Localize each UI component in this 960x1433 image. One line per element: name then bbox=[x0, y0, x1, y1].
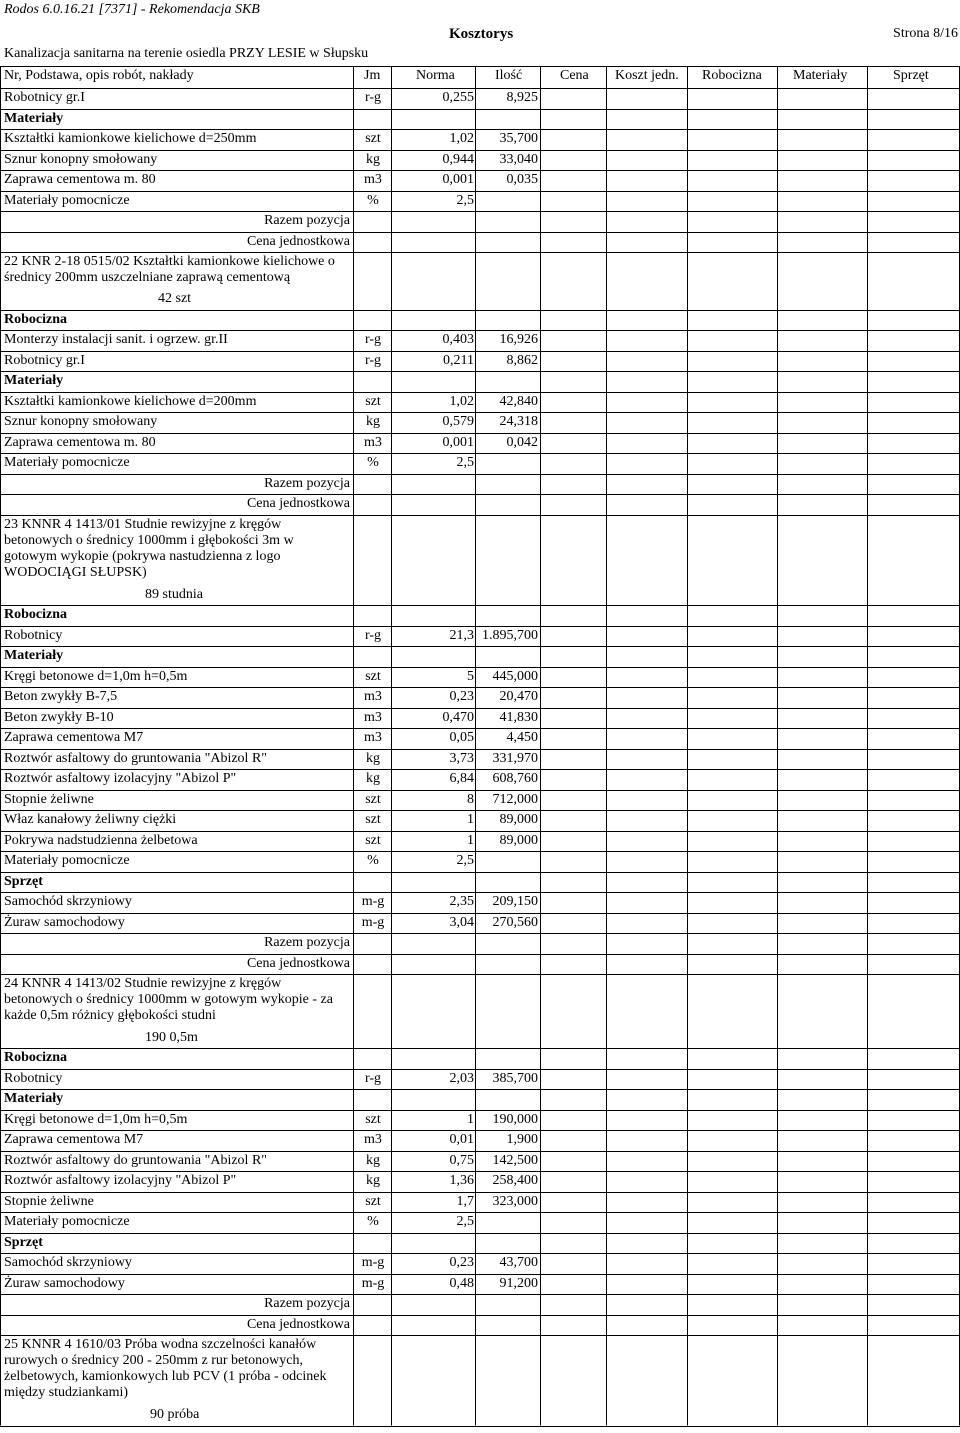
summary-row bbox=[0, 1315, 960, 1336]
resource-description: Zaprawa cementowa M7 bbox=[4, 730, 144, 745]
table-row bbox=[0, 851, 960, 872]
resource-unit: szt bbox=[365, 393, 381, 409]
resource-quantity: 608,760 bbox=[492, 771, 538, 786]
summary-label: Cena jednostkowa bbox=[246, 496, 350, 511]
resource-unit: r-g bbox=[364, 1070, 382, 1086]
column-header-price: Cena bbox=[560, 68, 589, 83]
resource-quantity: 91,200 bbox=[499, 1275, 538, 1291]
resource-unit: szt bbox=[365, 832, 381, 848]
section-heading bbox=[0, 646, 960, 667]
column-header-unit: Jm bbox=[364, 68, 381, 83]
position-quantity: 190 0,5m bbox=[145, 1029, 198, 1045]
app-title: Rodos 6.0.16.21 [7371] - Rekomendacja SKB bbox=[4, 2, 260, 17]
resource-description: Zaprawa cementowa m. 80 bbox=[4, 172, 156, 187]
resource-description: Materiały pomocnicze bbox=[4, 1214, 130, 1229]
resource-quantity: 16,926 bbox=[499, 332, 538, 347]
section-title: Robocizna bbox=[4, 311, 67, 327]
resource-norm: 0,579 bbox=[442, 414, 474, 429]
resource-norm: 1 bbox=[467, 832, 474, 848]
resource-norm: 3,04 bbox=[449, 914, 474, 930]
resource-unit: m3 bbox=[364, 709, 382, 725]
table-row bbox=[0, 191, 960, 212]
resource-unit: r-g bbox=[364, 627, 382, 643]
table-row bbox=[0, 769, 960, 790]
resource-unit: r-g bbox=[364, 90, 382, 105]
resource-description: Roztwór asfaltowy izolacyjny "Abizol P" bbox=[4, 1173, 237, 1188]
resource-quantity: 385,700 bbox=[492, 1070, 538, 1086]
table-row bbox=[0, 708, 960, 729]
position-description: 22 KNR 2-18 0515/02 Kształtki kamionkowe kielichowe o średnicy 200mm uszczelniane zaprawą cementową bbox=[4, 254, 335, 285]
resource-norm: 0,75 bbox=[449, 1152, 474, 1168]
resource-description: Żuraw samochodowy bbox=[4, 914, 125, 930]
resource-norm: 0,470 bbox=[442, 709, 474, 725]
column-header-labour: Robocizna bbox=[702, 68, 762, 83]
resource-unit: kg bbox=[366, 414, 380, 429]
resource-unit: szt bbox=[365, 131, 381, 146]
resource-norm: 1,36 bbox=[449, 1173, 474, 1188]
resource-unit: m-g bbox=[361, 1255, 385, 1270]
resource-norm: 0,01 bbox=[449, 1132, 474, 1147]
resource-norm: 2,5 bbox=[456, 1214, 474, 1229]
position-header bbox=[0, 515, 960, 606]
table-row bbox=[0, 170, 960, 191]
section-heading bbox=[0, 1089, 960, 1110]
resource-quantity: 33,040 bbox=[499, 151, 538, 167]
resource-description: Właz kanałowy żeliwny ciężki bbox=[4, 812, 177, 827]
position-description: 24 KNNR 4 1413/02 Studnie rewizyjne z kręgów betonowych o średnicy 1000mm w gotowym wykopie - za każde 0,5m różnicy głębokości studni bbox=[4, 976, 333, 1023]
table-row bbox=[0, 129, 960, 150]
table-row bbox=[0, 892, 960, 913]
resource-quantity: 0,042 bbox=[506, 434, 538, 450]
resource-description: Robotnicy bbox=[4, 1070, 63, 1086]
column-header-unit-cost: Koszt jedn. bbox=[615, 68, 679, 83]
column-header-equipment: Sprzęt bbox=[893, 68, 929, 83]
resource-description: Roztwór asfaltowy do gruntowania "Abizol R" bbox=[4, 1152, 267, 1168]
resource-unit: m3 bbox=[364, 1132, 382, 1147]
table-row bbox=[0, 1212, 960, 1233]
resource-quantity: 43,700 bbox=[499, 1255, 538, 1270]
resource-description: Robotnicy bbox=[4, 627, 63, 643]
resource-quantity: 445,000 bbox=[492, 668, 538, 684]
position-description: 23 KNNR 4 1413/01 Studnie rewizyjne z kręgów betonowych o średnicy 1000mm i głębokości 3m w gotowym wykopie (pokrywa nastudzienna z logo WODOCIĄGI SŁUPSK) bbox=[4, 516, 294, 580]
summary-label: Cena jednostkowa bbox=[246, 1316, 350, 1332]
table-row bbox=[0, 1130, 960, 1151]
resource-unit: % bbox=[367, 1214, 379, 1229]
table-row bbox=[0, 330, 960, 351]
resource-quantity: 270,560 bbox=[492, 914, 538, 930]
resource-unit: m3 bbox=[364, 689, 382, 704]
resource-norm: 1 bbox=[467, 1111, 474, 1127]
resource-unit: kg bbox=[366, 750, 380, 766]
position-quantity: 42 szt bbox=[158, 291, 192, 306]
resource-norm: 0,05 bbox=[449, 730, 474, 745]
resource-norm: 6,84 bbox=[449, 771, 474, 786]
table-row bbox=[0, 1110, 960, 1131]
table-row bbox=[0, 150, 960, 171]
resource-description: Beton zwykły B-7,5 bbox=[4, 689, 118, 704]
resource-description: Kręgi betonowe d=1,0m h=0,5m bbox=[4, 1111, 188, 1127]
document-subtitle: Kanalizacja sanitarna na terenie osiedla PRZY LESIE w Słupsku bbox=[4, 46, 369, 61]
table-row bbox=[0, 392, 960, 413]
summary-row bbox=[0, 933, 960, 954]
resource-norm: 0,944 bbox=[442, 151, 474, 167]
resource-unit: m3 bbox=[364, 434, 382, 450]
resource-norm: 2,03 bbox=[449, 1070, 474, 1086]
resource-unit: szt bbox=[365, 791, 381, 807]
resource-norm: 0,211 bbox=[443, 352, 474, 368]
table-row bbox=[0, 412, 960, 433]
summary-row bbox=[0, 954, 960, 975]
resource-description: Beton zwykły B-10 bbox=[4, 709, 114, 725]
section-title: Robocizna bbox=[4, 607, 67, 622]
resource-description: Kształtki kamionkowe kielichowe d=200mm bbox=[4, 393, 257, 409]
resource-description: Roztwór asfaltowy izolacyjny "Abizol P" bbox=[4, 771, 237, 786]
summary-label: Cena jednostkowa bbox=[246, 233, 350, 249]
resource-quantity: 42,840 bbox=[499, 393, 538, 409]
summary-label: Razem pozycja bbox=[264, 213, 350, 228]
resource-unit: szt bbox=[365, 668, 381, 684]
resource-norm: 0,23 bbox=[449, 689, 474, 704]
resource-norm: 8 bbox=[467, 791, 474, 807]
position-header bbox=[0, 1335, 960, 1426]
resource-unit: kg bbox=[366, 771, 380, 786]
resource-unit: m-g bbox=[361, 914, 385, 930]
resource-description: Pokrywa nadstudzienna żelbetowa bbox=[4, 832, 198, 848]
resource-norm: 2,5 bbox=[456, 192, 474, 208]
table-row bbox=[0, 1192, 960, 1213]
resource-unit: % bbox=[367, 455, 379, 470]
resource-description: Materiały pomocnicze bbox=[4, 455, 130, 470]
section-heading bbox=[0, 310, 960, 331]
resource-quantity: 4,450 bbox=[506, 730, 538, 745]
resource-norm: 1 bbox=[467, 812, 474, 827]
summary-label: Razem pozycja bbox=[264, 475, 350, 491]
resource-quantity: 1,900 bbox=[506, 1132, 538, 1147]
resource-norm: 1,7 bbox=[456, 1193, 474, 1209]
table-row bbox=[0, 749, 960, 770]
table-row bbox=[0, 453, 960, 474]
resource-description: Robotnicy gr.I bbox=[4, 352, 85, 368]
table-row bbox=[0, 1253, 960, 1274]
resource-unit: m3 bbox=[364, 730, 382, 745]
resource-norm: 2,5 bbox=[456, 853, 474, 868]
resource-norm: 0,403 bbox=[442, 332, 474, 347]
column-header-quantity: Ilość bbox=[495, 68, 523, 83]
resource-norm: 5 bbox=[467, 668, 474, 684]
section-title: Robocizna bbox=[4, 1050, 67, 1065]
resource-description: Samochód skrzyniowy bbox=[4, 894, 132, 909]
resource-description: Roztwór asfaltowy do gruntowania "Abizol R" bbox=[4, 750, 267, 766]
resource-norm: 2,5 bbox=[456, 455, 474, 470]
resource-unit: m-g bbox=[361, 894, 385, 909]
resource-norm: 21,3 bbox=[449, 627, 474, 643]
resource-quantity: 258,400 bbox=[492, 1173, 538, 1188]
resource-unit: % bbox=[367, 853, 379, 868]
section-title: Materiały bbox=[4, 1091, 64, 1106]
resource-norm: 0,255 bbox=[442, 90, 474, 105]
resource-description: Robotnicy gr.I bbox=[4, 90, 85, 105]
resource-description: Kręgi betonowe d=1,0m h=0,5m bbox=[4, 668, 188, 684]
section-heading bbox=[0, 872, 960, 893]
section-heading bbox=[0, 1233, 960, 1254]
resource-quantity: 89,000 bbox=[499, 812, 538, 827]
resource-quantity: 20,470 bbox=[499, 689, 538, 704]
section-heading bbox=[0, 1048, 960, 1069]
section-heading bbox=[0, 109, 960, 130]
resource-unit: kg bbox=[366, 151, 380, 167]
resource-unit: szt bbox=[365, 1193, 381, 1209]
estimate-table-body bbox=[0, 88, 960, 1426]
section-title: Materiały bbox=[4, 110, 64, 126]
resource-quantity: 190,000 bbox=[492, 1111, 538, 1127]
resource-quantity: 24,318 bbox=[499, 414, 538, 429]
summary-label: Razem pozycja bbox=[264, 935, 350, 950]
resource-norm: 0,001 bbox=[442, 172, 474, 187]
resource-unit: szt bbox=[365, 812, 381, 827]
resource-description: Sznur konopny smołowany bbox=[4, 151, 158, 167]
resource-description: Żuraw samochodowy bbox=[4, 1275, 125, 1291]
summary-row bbox=[0, 494, 960, 515]
resource-quantity: 35,700 bbox=[499, 131, 538, 146]
resource-unit: szt bbox=[365, 1111, 381, 1127]
summary-row bbox=[0, 474, 960, 495]
resource-unit: r-g bbox=[364, 332, 382, 347]
resource-quantity: 8,862 bbox=[506, 352, 538, 368]
resource-quantity: 1.895,700 bbox=[482, 627, 538, 643]
resource-norm: 0,23 bbox=[449, 1255, 474, 1270]
resource-quantity: 331,970 bbox=[492, 750, 538, 766]
summary-row bbox=[0, 232, 960, 253]
summary-label: Cena jednostkowa bbox=[246, 955, 350, 971]
table-row bbox=[0, 1069, 960, 1090]
table-row bbox=[0, 728, 960, 749]
resource-unit: kg bbox=[366, 1173, 380, 1188]
resource-quantity: 41,830 bbox=[499, 709, 538, 725]
resource-norm: 1,02 bbox=[449, 393, 474, 409]
resource-description: Stopnie żeliwne bbox=[4, 1193, 94, 1209]
resource-norm: 0,48 bbox=[449, 1275, 474, 1291]
position-header bbox=[0, 252, 960, 310]
summary-label: Razem pozycja bbox=[264, 1296, 350, 1311]
resource-quantity: 209,150 bbox=[492, 894, 538, 909]
position-description: 25 KNNR 4 1610/03 Próba wodna szczelności kanałów rurowych o średnicy 200 - 250mm z rur betonowych, żelbetowych, kamionkowych lub PCV (1 próba - odcinek między studziankami) bbox=[4, 1337, 327, 1400]
section-title: Sprzęt bbox=[4, 873, 43, 889]
resource-description: Samochód skrzyniowy bbox=[4, 1255, 132, 1270]
summary-row bbox=[0, 1294, 960, 1315]
resource-unit: m-g bbox=[361, 1275, 385, 1291]
resource-description: Kształtki kamionkowe kielichowe d=250mm bbox=[4, 131, 257, 146]
table-row bbox=[0, 790, 960, 811]
section-heading bbox=[0, 605, 960, 626]
resource-norm: 1,02 bbox=[449, 131, 474, 146]
table-row bbox=[0, 351, 960, 372]
resource-quantity: 8,925 bbox=[506, 90, 538, 105]
resource-quantity: 712,000 bbox=[492, 791, 538, 807]
resource-quantity: 323,000 bbox=[492, 1193, 538, 1209]
column-header-norm: Norma bbox=[416, 68, 455, 83]
resource-unit: m3 bbox=[364, 172, 382, 187]
column-header-description: Nr, Podstawa, opis robót, nakłady bbox=[4, 68, 194, 83]
table-row bbox=[0, 1151, 960, 1172]
resource-unit: % bbox=[367, 192, 379, 208]
table-row bbox=[0, 1274, 960, 1295]
document-title: Kosztorys bbox=[449, 26, 514, 42]
resource-norm: 2,35 bbox=[449, 894, 474, 909]
resource-description: Zaprawa cementowa m. 80 bbox=[4, 434, 156, 450]
section-heading bbox=[0, 371, 960, 392]
resource-description: Materiały pomocnicze bbox=[4, 853, 130, 868]
resource-description: Zaprawa cementowa M7 bbox=[4, 1132, 144, 1147]
section-title: Materiały bbox=[4, 648, 64, 663]
table-row bbox=[0, 88, 960, 109]
page-number: Strona 8/16 bbox=[893, 26, 958, 41]
table-row bbox=[0, 687, 960, 708]
position-quantity: 90 próba bbox=[150, 1407, 200, 1422]
position-quantity: 89 studnia bbox=[145, 586, 203, 602]
table-header-row bbox=[0, 66, 960, 88]
resource-quantity: 89,000 bbox=[499, 832, 538, 848]
section-title: Materiały bbox=[4, 373, 64, 388]
position-header bbox=[0, 974, 960, 1048]
table-row bbox=[0, 433, 960, 454]
section-title: Sprzęt bbox=[4, 1234, 43, 1250]
table-row bbox=[0, 667, 960, 688]
table-row bbox=[0, 913, 960, 934]
table-row bbox=[0, 810, 960, 831]
resource-quantity: 142,500 bbox=[492, 1152, 538, 1168]
summary-row bbox=[0, 211, 960, 232]
resource-description: Materiały pomocnicze bbox=[4, 192, 130, 208]
resource-norm: 0,001 bbox=[442, 434, 474, 450]
table-row bbox=[0, 1171, 960, 1192]
resource-quantity: 0,035 bbox=[506, 172, 538, 187]
resource-unit: r-g bbox=[364, 352, 382, 368]
resource-description: Stopnie żeliwne bbox=[4, 791, 94, 807]
resource-description: Sznur konopny smołowany bbox=[4, 414, 158, 429]
resource-description: Monterzy instalacji sanit. i ogrzew. gr.II bbox=[4, 332, 228, 347]
resource-norm: 3,73 bbox=[449, 750, 474, 766]
table-row bbox=[0, 831, 960, 852]
table-row bbox=[0, 626, 960, 647]
column-header-materials: Materiały bbox=[793, 68, 848, 83]
resource-unit: kg bbox=[366, 1152, 380, 1168]
